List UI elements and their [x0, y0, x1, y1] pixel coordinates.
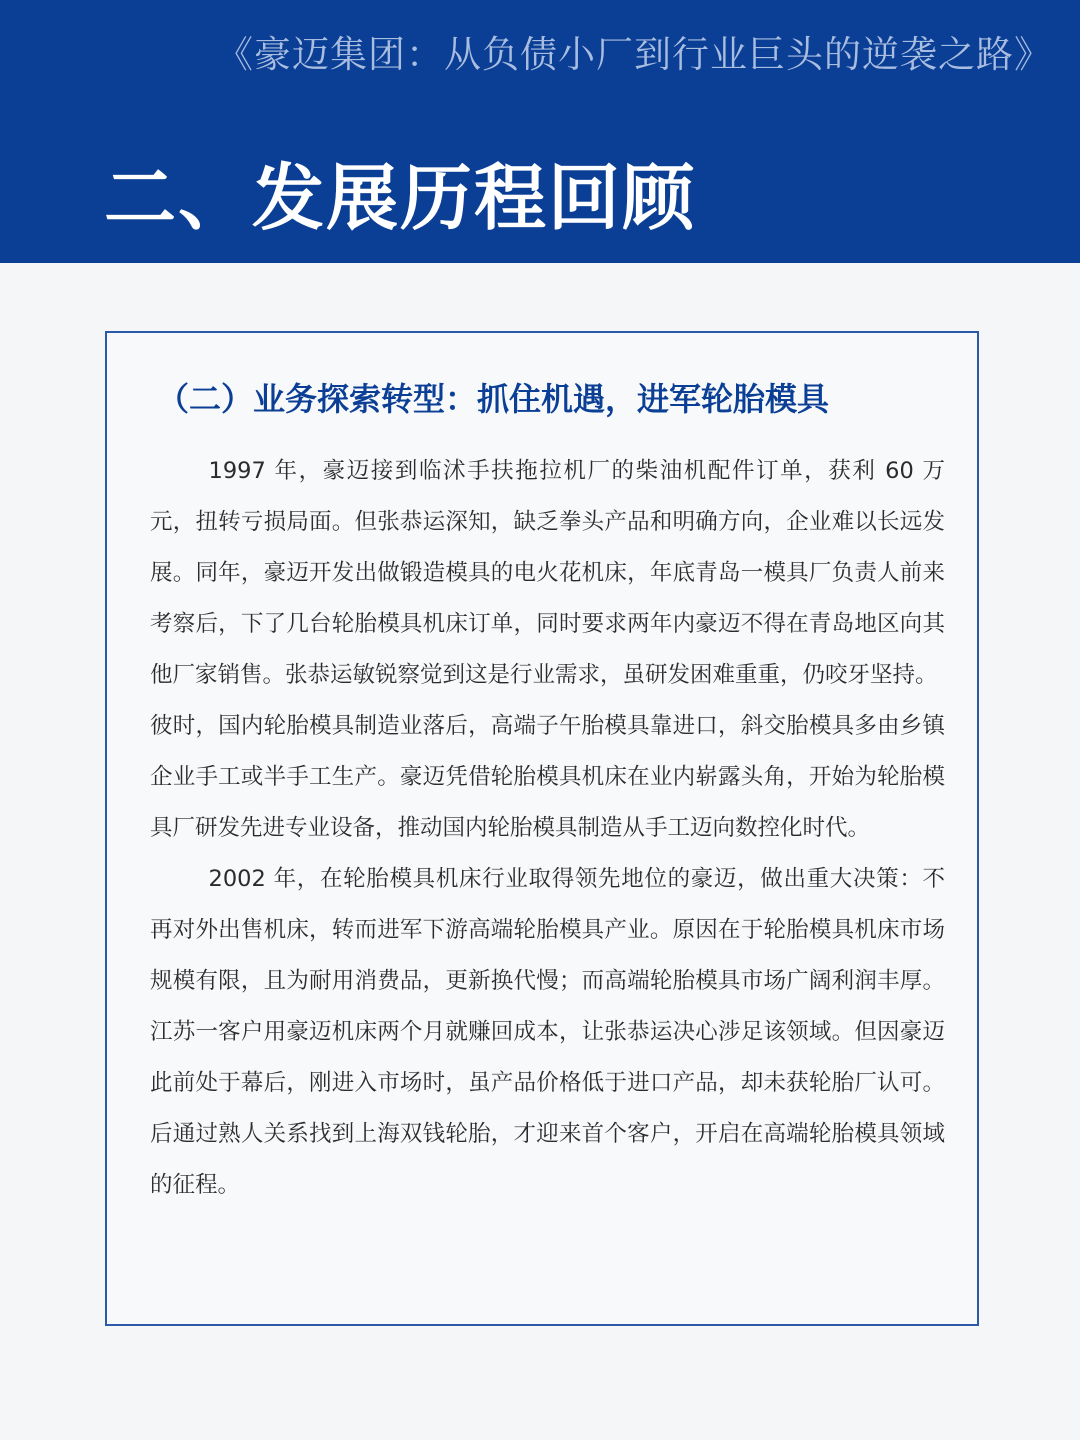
paragraph-2002: 2002 年，在轮胎模具机床行业取得领先地位的豪迈，做出重大决策：不再对外出售机床，转而进军下游高端轮胎模具产业。原因在于轮胎模具机床市场规模有限，且为耐用消费品，更新换代慢；而高端轮胎模具市场广阔利润丰厚。江苏一客户用豪迈机床两个月就赚回成本，让张恭运决心涉足该领域。但因豪迈此前处于幕后，刚进入市场时，虽产品价格低于进口产品，却未获轮胎厂认可。后通过熟人关系找到上海双钱轮胎，才迎来首个客户，开启在高端轮胎模具领域的征程。 — [150, 866, 945, 1198]
section-title: 二、发展历程回顾 — [104, 156, 697, 240]
content-box — [105, 331, 979, 1326]
series-title: 《豪迈集团：从负债小厂到行业巨头的逆袭之路》 — [216, 33, 1052, 76]
paragraph-1997: 1997 年，豪迈接到临沭手扶拖拉机厂的柴油机配件订单，获利 60 万元，扭转亏损局面。但张恭运深知，缺乏拳头产品和明确方向，企业难以长远发展。同年，豪迈开发出做锻造模具的电火花机床，年底青岛一模具厂负责人前来考察后，下了几台轮胎模具机床订单，同时要求两年内豪迈不得在青岛地区向其他厂家销售。张恭运敏锐察觉到这是行业需求，虽研发困难重重，仍咬牙坚持。 — [150, 458, 945, 688]
paragraph-industry-background: 彼时，国内轮胎模具制造业落后，高端子午胎模具靠进口，斜交胎模具多由乡镇企业手工或半手工生产。豪迈凭借轮胎模具机床在业内崭露头角，开始为轮胎模具厂研发先进专业设备，推动国内轮胎模具制造从手工迈向数控化时代。 — [150, 713, 945, 841]
body-text — [150, 446, 945, 1211]
subsection-title: （二）业务探索转型：抓住机遇，进军轮胎模具 — [157, 380, 830, 418]
header-banner — [0, 0, 1080, 263]
